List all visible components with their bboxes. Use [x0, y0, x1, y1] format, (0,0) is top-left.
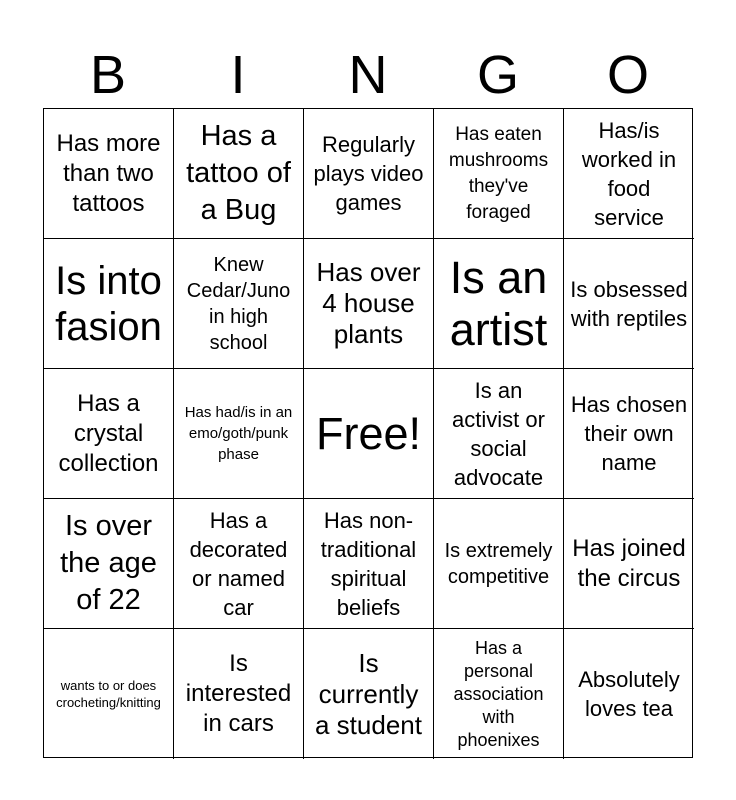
cell-text: Is currently a student: [315, 647, 422, 740]
cell-text: Has more than two tattoos: [56, 129, 161, 217]
bingo-cell[interactable]: [44, 499, 174, 629]
header-letter-i: I: [230, 45, 246, 105]
cell-text: Is into fasion: [55, 258, 162, 349]
header-letter-b: B: [89, 45, 127, 105]
cell-text: Is over the age of 22: [60, 510, 157, 616]
bingo-header: [43, 40, 693, 108]
bingo-cell[interactable]: [44, 369, 174, 499]
cell-text: Has a tattoo of a Bug: [186, 120, 291, 226]
bingo-cell[interactable]: [174, 629, 304, 759]
header-letter-o: O: [606, 45, 649, 105]
bingo-cell[interactable]: [44, 109, 174, 239]
bingo-cell[interactable]: [564, 629, 694, 759]
cell-text: Has a personal association with phoenixes: [453, 637, 544, 750]
cell-text: Has over 4 house plants: [316, 257, 421, 349]
bingo-cell[interactable]: [304, 629, 434, 759]
cell-text: Absolutely loves tea: [578, 667, 680, 721]
bingo-cell[interactable]: [564, 369, 694, 499]
cell-text: Has a decorated or named car: [189, 507, 288, 620]
bingo-cell[interactable]: [174, 499, 304, 629]
cell-text: Is extremely competitive: [444, 539, 553, 588]
cell-text: Is an activist or social advocate: [452, 377, 545, 490]
bingo-cell[interactable]: [564, 109, 694, 239]
cell-text: Free!: [315, 407, 422, 459]
bingo-cell[interactable]: [174, 239, 304, 369]
bingo-cell[interactable]: [434, 629, 564, 759]
cell-text: Has eaten mushrooms they've foraged: [448, 123, 549, 223]
cell-text: Has chosen their own name: [570, 392, 688, 475]
cell-text: Is interested in cars: [185, 650, 292, 737]
cell-text: Has a crystal collection: [58, 389, 159, 477]
cell-text: Knew Cedar/Juno in high school: [186, 253, 291, 354]
bingo-cell[interactable]: [44, 629, 174, 759]
cell-text: Regularly plays video games: [313, 132, 424, 215]
cell-text: Has non-traditional spiritual beliefs: [320, 507, 417, 620]
bingo-cell[interactable]: [174, 369, 304, 499]
bingo-cell[interactable]: [44, 239, 174, 369]
header-letter-g: G: [476, 45, 519, 105]
bingo-cell[interactable]: [434, 239, 564, 369]
free-space-cell[interactable]: [304, 369, 434, 499]
cell-text: Is an artist: [449, 251, 548, 355]
bingo-cell[interactable]: [564, 239, 694, 369]
bingo-cell[interactable]: [304, 499, 434, 629]
cell-text: Has had/is in an emo/goth/punk phase: [184, 404, 293, 463]
cell-text: Has joined the circus: [572, 534, 686, 592]
bingo-cell[interactable]: [304, 239, 434, 369]
cell-text: Has/is worked in food service: [581, 117, 677, 230]
bingo-cell[interactable]: [434, 499, 564, 629]
bingo-cell[interactable]: [564, 499, 694, 629]
bingo-grid: [43, 108, 693, 758]
header-letter-n: N: [348, 45, 388, 105]
cell-text: Is obsessed with reptiles: [570, 276, 688, 331]
bingo-cell[interactable]: [174, 109, 304, 239]
bingo-cell[interactable]: [434, 109, 564, 239]
bingo-cell[interactable]: [304, 109, 434, 239]
bingo-cell[interactable]: [434, 369, 564, 499]
cell-text: wants to or does crocheting/knitting: [56, 678, 161, 710]
